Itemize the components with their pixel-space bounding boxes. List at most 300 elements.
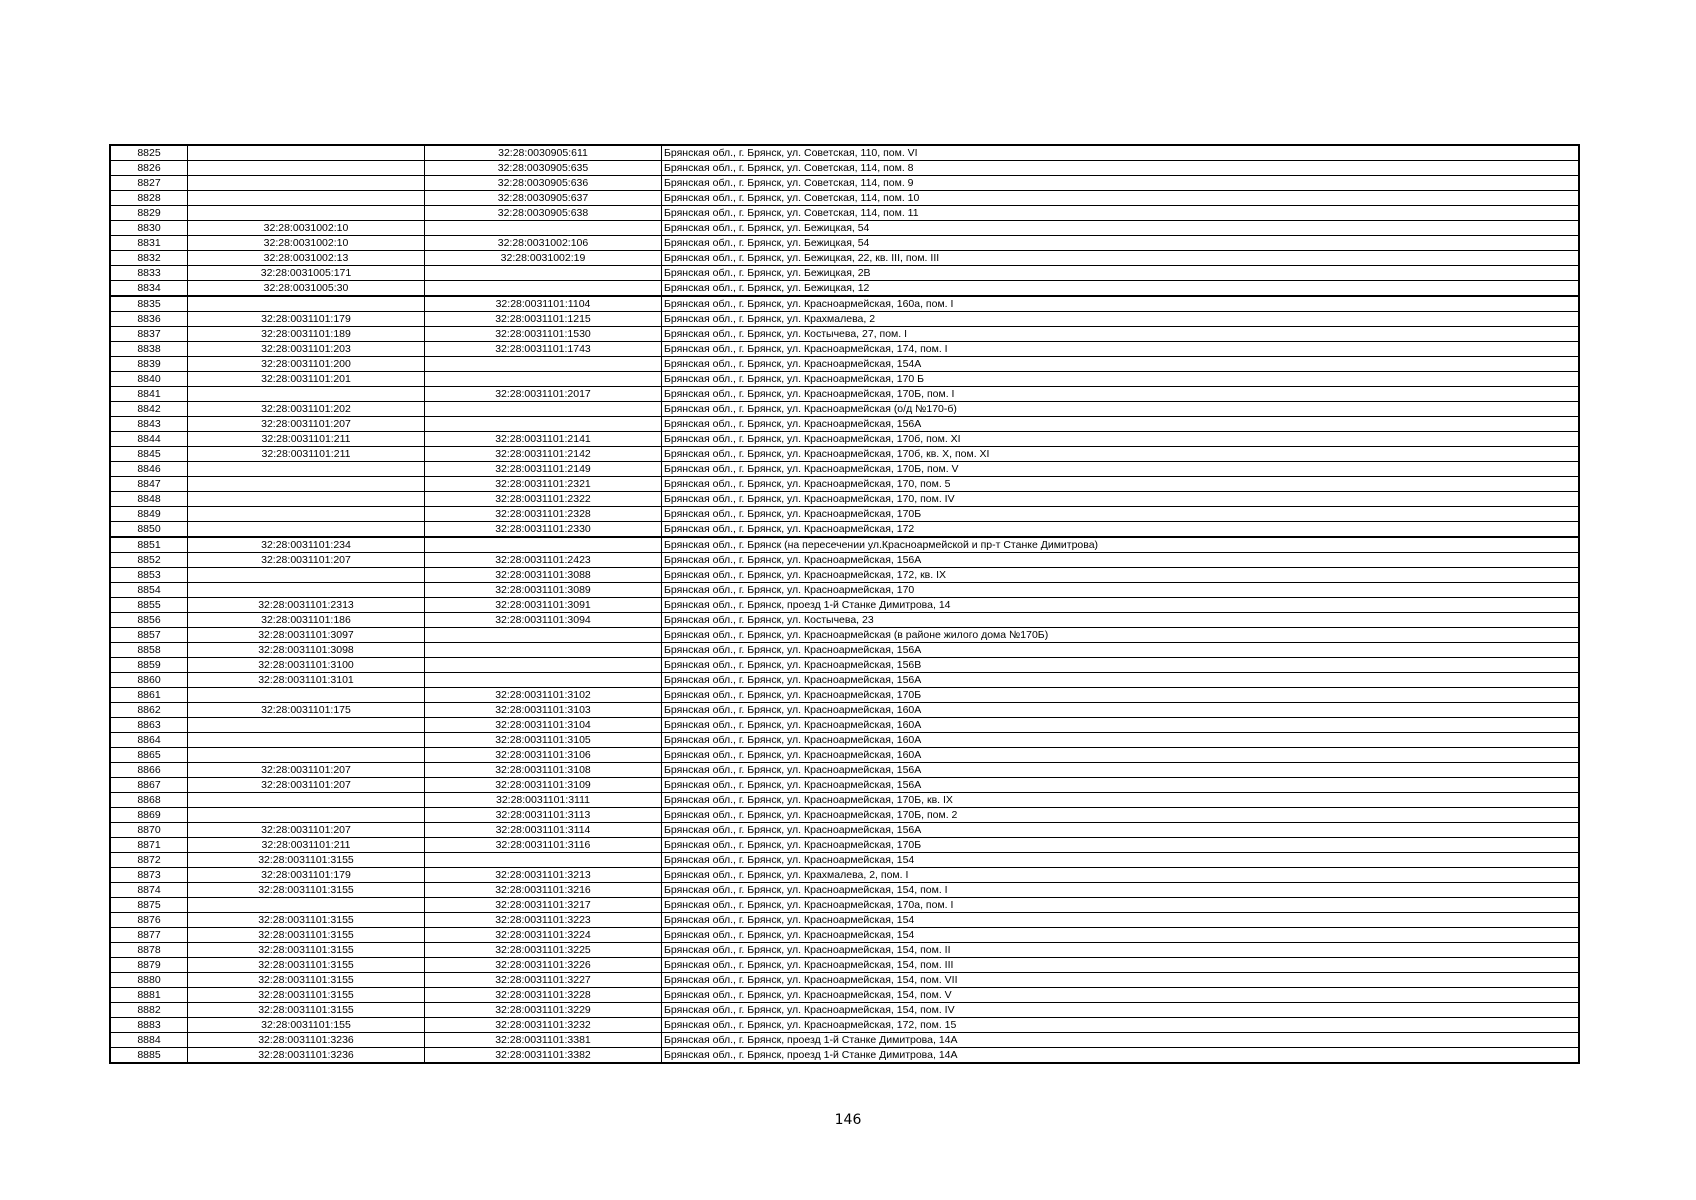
row-number-cell: 8839 — [110, 357, 188, 372]
address-cell: Брянская обл., г. Брянск, ул. Красноармейская, 170б, кв. X, пом. XI — [662, 447, 1580, 462]
object-number-cell: 32:28:0031101:2017 — [425, 387, 662, 402]
address-cell: Брянская обл., г. Брянск, проезд 1-й Станке Димитрова, 14А — [662, 1033, 1580, 1048]
parcel-number-cell: 32:28:0031101:201 — [188, 372, 425, 387]
table-row — [110, 191, 1579, 206]
parcel-number-cell: 32:28:0031101:207 — [188, 778, 425, 793]
parcel-number-cell: 32:28:0031101:207 — [188, 417, 425, 432]
table-row — [110, 838, 1579, 853]
object-number-cell: 32:28:0031101:3094 — [425, 613, 662, 628]
cadastral-table — [109, 144, 1580, 1064]
address-cell: Брянская обл., г. Брянск, ул. Красноармейская, 170, пом. IV — [662, 492, 1580, 507]
parcel-number-cell: 32:28:0031101:211 — [188, 447, 425, 462]
address-cell: Брянская обл., г. Брянск, ул. Красноармейская, 160А — [662, 718, 1580, 733]
row-number-cell: 8880 — [110, 973, 188, 988]
table-row — [110, 251, 1579, 266]
parcel-number-cell — [188, 522, 425, 538]
parcel-number-cell — [188, 583, 425, 598]
address-cell: Брянская обл., г. Брянск, ул. Красноармейская, 160А — [662, 733, 1580, 748]
object-number-cell — [425, 357, 662, 372]
parcel-number-cell: 32:28:0031101:202 — [188, 402, 425, 417]
object-number-cell: 32:28:0031101:1215 — [425, 312, 662, 327]
parcel-number-cell: 32:28:0031101:175 — [188, 703, 425, 718]
row-number-cell: 8856 — [110, 613, 188, 628]
parcel-number-cell — [188, 688, 425, 703]
row-number-cell: 8827 — [110, 176, 188, 191]
table-row — [110, 688, 1579, 703]
address-cell: Брянская обл., г. Брянск, ул. Красноармейская, 154, пом. V — [662, 988, 1580, 1003]
table-row — [110, 583, 1579, 598]
table-row — [110, 703, 1579, 718]
row-number-cell: 8829 — [110, 206, 188, 221]
row-number-cell: 8835 — [110, 296, 188, 312]
table-row — [110, 1048, 1579, 1064]
table-row — [110, 883, 1579, 898]
parcel-number-cell: 32:28:0031002:13 — [188, 251, 425, 266]
table-row — [110, 312, 1579, 327]
parcel-number-cell — [188, 477, 425, 492]
table-row — [110, 643, 1579, 658]
table-row — [110, 221, 1579, 236]
table-row — [110, 387, 1579, 402]
object-number-cell: 32:28:0031101:3116 — [425, 838, 662, 853]
row-number-cell: 8838 — [110, 342, 188, 357]
address-cell: Брянская обл., г. Брянск, ул. Красноармейская, 160А — [662, 748, 1580, 763]
table-row — [110, 432, 1579, 447]
address-cell: Брянская обл., г. Брянск, ул. Крахмалева, 2 — [662, 312, 1580, 327]
address-cell: Брянская обл., г. Брянск, ул. Красноармейская, 156А — [662, 823, 1580, 838]
address-cell: Брянская обл., г. Брянск, ул. Красноармейская, 156А — [662, 553, 1580, 568]
row-number-cell: 8833 — [110, 266, 188, 281]
parcel-number-cell: 32:28:0031101:211 — [188, 432, 425, 447]
parcel-number-cell — [188, 145, 425, 161]
table-row — [110, 718, 1579, 733]
parcel-number-cell — [188, 748, 425, 763]
object-number-cell: 32:28:0031101:2328 — [425, 507, 662, 522]
table-row — [110, 628, 1579, 643]
object-number-cell — [425, 853, 662, 868]
row-number-cell: 8864 — [110, 733, 188, 748]
row-number-cell: 8834 — [110, 281, 188, 297]
address-cell: Брянская обл., г. Брянск, ул. Костычева, 23 — [662, 613, 1580, 628]
parcel-number-cell: 32:28:0031101:3098 — [188, 643, 425, 658]
address-cell: Брянская обл., г. Брянск, ул. Советская, 114, пом. 11 — [662, 206, 1580, 221]
address-cell: Брянская обл., г. Брянск, ул. Красноармейская, 156А — [662, 778, 1580, 793]
table-row — [110, 477, 1579, 492]
table-row — [110, 296, 1579, 312]
row-number-cell: 8858 — [110, 643, 188, 658]
object-number-cell: 32:28:0031101:3213 — [425, 868, 662, 883]
object-number-cell: 32:28:0031101:3106 — [425, 748, 662, 763]
table-row — [110, 372, 1579, 387]
row-number-cell: 8847 — [110, 477, 188, 492]
row-number-cell: 8862 — [110, 703, 188, 718]
row-number-cell: 8850 — [110, 522, 188, 538]
address-cell: Брянская обл., г. Брянск, ул. Красноармейская, 154, пом. II — [662, 943, 1580, 958]
row-number-cell: 8831 — [110, 236, 188, 251]
object-number-cell: 32:28:0031002:19 — [425, 251, 662, 266]
object-number-cell: 32:28:0030905:638 — [425, 206, 662, 221]
object-number-cell: 32:28:0031101:1530 — [425, 327, 662, 342]
row-number-cell: 8826 — [110, 161, 188, 176]
row-number-cell: 8851 — [110, 537, 188, 553]
row-number-cell: 8865 — [110, 748, 188, 763]
address-cell: Брянская обл., г. Брянск, ул. Красноармейская, 172 — [662, 522, 1580, 538]
row-number-cell: 8840 — [110, 372, 188, 387]
parcel-number-cell: 32:28:0031101:186 — [188, 613, 425, 628]
parcel-number-cell: 32:28:0031101:3155 — [188, 973, 425, 988]
address-cell: Брянская обл., г. Брянск, ул. Красноармейская, 172, пом. 15 — [662, 1018, 1580, 1033]
parcel-number-cell: 32:28:0031005:30 — [188, 281, 425, 297]
object-number-cell: 32:28:0031101:2141 — [425, 432, 662, 447]
table-row — [110, 673, 1579, 688]
parcel-number-cell: 32:28:0031101:207 — [188, 553, 425, 568]
address-cell: Брянская обл., г. Брянск, ул. Красноармейская, 170Б — [662, 688, 1580, 703]
parcel-number-cell: 32:28:0031101:3155 — [188, 913, 425, 928]
row-number-cell: 8852 — [110, 553, 188, 568]
parcel-number-cell: 32:28:0031101:207 — [188, 823, 425, 838]
address-cell: Брянская обл., г. Брянск, ул. Красноармейская, 156В — [662, 658, 1580, 673]
parcel-number-cell: 32:28:0031101:3155 — [188, 943, 425, 958]
object-number-cell — [425, 628, 662, 643]
object-number-cell: 32:28:0031101:2423 — [425, 553, 662, 568]
address-cell: Брянская обл., г. Брянск, ул. Красноармейская, 170Б, пом. I — [662, 387, 1580, 402]
row-number-cell: 8875 — [110, 898, 188, 913]
row-number-cell: 8885 — [110, 1048, 188, 1064]
parcel-number-cell: 32:28:0031101:3236 — [188, 1048, 425, 1064]
row-number-cell: 8883 — [110, 1018, 188, 1033]
address-cell: Брянская обл., г. Брянск, ул. Бежицкая, 22, кв. III, пом. III — [662, 251, 1580, 266]
object-number-cell — [425, 266, 662, 281]
table-row — [110, 281, 1579, 297]
address-cell: Брянская обл., г. Брянск, проезд 1-й Станке Димитрова, 14 — [662, 598, 1580, 613]
table-row — [110, 553, 1579, 568]
object-number-cell: 32:28:0031101:3105 — [425, 733, 662, 748]
row-number-cell: 8828 — [110, 191, 188, 206]
table-row — [110, 913, 1579, 928]
row-number-cell: 8842 — [110, 402, 188, 417]
object-number-cell: 32:28:0031101:2322 — [425, 492, 662, 507]
address-cell: Брянская обл., г. Брянск, ул. Красноармейская, 174, пом. I — [662, 342, 1580, 357]
row-number-cell: 8849 — [110, 507, 188, 522]
address-cell: Брянская обл., г. Брянск, проезд 1-й Станке Димитрова, 14А — [662, 1048, 1580, 1064]
object-number-cell: 32:28:0031101:3229 — [425, 1003, 662, 1018]
address-cell: Брянская обл., г. Брянск, ул. Советская, 114, пом. 9 — [662, 176, 1580, 191]
address-cell: Брянская обл., г. Брянск (на пересечении ул.Красноармейской и пр-т Станке Димитрова) — [662, 537, 1580, 553]
address-cell: Брянская обл., г. Брянск, ул. Красноармейская (в районе жилого дома №170Б) — [662, 628, 1580, 643]
table-row — [110, 266, 1579, 281]
table-row — [110, 598, 1579, 613]
parcel-number-cell — [188, 462, 425, 477]
row-number-cell: 8853 — [110, 568, 188, 583]
parcel-number-cell — [188, 387, 425, 402]
table-row — [110, 778, 1579, 793]
address-cell: Брянская обл., г. Брянск, ул. Советская, 110, пом. VI — [662, 145, 1580, 161]
object-number-cell: 32:28:0031002:106 — [425, 236, 662, 251]
table-row — [110, 823, 1579, 838]
row-number-cell: 8855 — [110, 598, 188, 613]
object-number-cell: 32:28:0031101:3382 — [425, 1048, 662, 1064]
parcel-number-cell: 32:28:0031101:3155 — [188, 958, 425, 973]
table-row — [110, 748, 1579, 763]
address-cell: Брянская обл., г. Брянск, ул. Красноармейская, 170Б, пом. 2 — [662, 808, 1580, 823]
object-number-cell: 32:28:0031101:3217 — [425, 898, 662, 913]
row-number-cell: 8846 — [110, 462, 188, 477]
parcel-number-cell: 32:28:0031101:3155 — [188, 883, 425, 898]
table-row — [110, 447, 1579, 462]
row-number-cell: 8878 — [110, 943, 188, 958]
row-number-cell: 8866 — [110, 763, 188, 778]
parcel-number-cell: 32:28:0031101:179 — [188, 312, 425, 327]
parcel-number-cell: 32:28:0031101:3155 — [188, 1003, 425, 1018]
table-row — [110, 898, 1579, 913]
row-number-cell: 8845 — [110, 447, 188, 462]
address-cell: Брянская обл., г. Брянск, ул. Красноармейская, 154, пом. I — [662, 883, 1580, 898]
parcel-number-cell — [188, 492, 425, 507]
row-number-cell: 8870 — [110, 823, 188, 838]
address-cell: Брянская обл., г. Брянск, ул. Красноармейская, 154 — [662, 853, 1580, 868]
row-number-cell: 8868 — [110, 793, 188, 808]
address-cell: Брянская обл., г. Брянск, ул. Красноармейская, 170б, пом. XI — [662, 432, 1580, 447]
address-cell: Брянская обл., г. Брянск, ул. Красноармейская, 170, пом. 5 — [662, 477, 1580, 492]
parcel-number-cell — [188, 898, 425, 913]
row-number-cell: 8836 — [110, 312, 188, 327]
row-number-cell: 8881 — [110, 988, 188, 1003]
address-cell: Брянская обл., г. Брянск, ул. Советская, 114, пом. 8 — [662, 161, 1580, 176]
address-cell: Брянская обл., г. Брянск, ул. Красноармейская, 154, пом. III — [662, 958, 1580, 973]
parcel-number-cell: 32:28:0031101:3155 — [188, 853, 425, 868]
object-number-cell: 32:28:0031101:2321 — [425, 477, 662, 492]
table-row — [110, 943, 1579, 958]
row-number-cell: 8882 — [110, 1003, 188, 1018]
parcel-number-cell — [188, 176, 425, 191]
parcel-number-cell: 32:28:0031101:2313 — [188, 598, 425, 613]
object-number-cell: 32:28:0031101:3108 — [425, 763, 662, 778]
address-cell: Брянская обл., г. Брянск, ул. Красноармейская, 156А — [662, 763, 1580, 778]
object-number-cell: 32:28:0031101:3224 — [425, 928, 662, 943]
object-number-cell: 32:28:0031101:3089 — [425, 583, 662, 598]
parcel-number-cell: 32:28:0031101:3097 — [188, 628, 425, 643]
object-number-cell: 32:28:0031101:3102 — [425, 688, 662, 703]
address-cell: Брянская обл., г. Брянск, ул. Бежицкая, 2В — [662, 266, 1580, 281]
object-number-cell: 32:28:0031101:3111 — [425, 793, 662, 808]
address-cell: Брянская обл., г. Брянск, ул. Красноармейская, 154 — [662, 913, 1580, 928]
object-number-cell — [425, 402, 662, 417]
table-row — [110, 357, 1579, 372]
object-number-cell: 32:28:0031101:3103 — [425, 703, 662, 718]
object-number-cell: 32:28:0031101:3225 — [425, 943, 662, 958]
row-number-cell: 8876 — [110, 913, 188, 928]
row-number-cell: 8860 — [110, 673, 188, 688]
table-row — [110, 658, 1579, 673]
object-number-cell: 32:28:0031101:3226 — [425, 958, 662, 973]
table-row — [110, 236, 1579, 251]
object-number-cell — [425, 417, 662, 432]
object-number-cell: 32:28:0031101:3227 — [425, 973, 662, 988]
address-cell: Брянская обл., г. Брянск, ул. Красноармейская, 156А — [662, 673, 1580, 688]
address-cell: Брянская обл., г. Брянск, ул. Бежицкая, 54 — [662, 221, 1580, 236]
parcel-number-cell — [188, 568, 425, 583]
row-number-cell: 8879 — [110, 958, 188, 973]
table-row — [110, 417, 1579, 432]
parcel-number-cell: 32:28:0031002:10 — [188, 236, 425, 251]
parcel-number-cell — [188, 733, 425, 748]
parcel-number-cell — [188, 793, 425, 808]
row-number-cell: 8874 — [110, 883, 188, 898]
row-number-cell: 8830 — [110, 221, 188, 236]
table-row — [110, 733, 1579, 748]
object-number-cell: 32:28:0031101:3114 — [425, 823, 662, 838]
parcel-number-cell — [188, 206, 425, 221]
object-number-cell: 32:28:0031101:3223 — [425, 913, 662, 928]
row-number-cell: 8869 — [110, 808, 188, 823]
table-row — [110, 1018, 1579, 1033]
parcel-number-cell — [188, 191, 425, 206]
table-row — [110, 568, 1579, 583]
row-number-cell: 8863 — [110, 718, 188, 733]
table-row — [110, 402, 1579, 417]
table-row — [110, 988, 1579, 1003]
table-row — [110, 928, 1579, 943]
object-number-cell: 32:28:0031101:3104 — [425, 718, 662, 733]
object-number-cell — [425, 658, 662, 673]
address-cell: Брянская обл., г. Брянск, ул. Красноармейская, 170 — [662, 583, 1580, 598]
address-cell: Брянская обл., г. Брянск, ул. Красноармейская, 156А — [662, 643, 1580, 658]
address-cell: Брянская обл., г. Брянск, ул. Красноармейская (о/д №170-б) — [662, 402, 1580, 417]
table-row — [110, 522, 1579, 538]
address-cell: Брянская обл., г. Брянск, ул. Красноармейская, 154, пом. VII — [662, 973, 1580, 988]
table-row — [110, 1003, 1579, 1018]
row-number-cell: 8871 — [110, 838, 188, 853]
parcel-number-cell: 32:28:0031101:3101 — [188, 673, 425, 688]
parcel-number-cell: 32:28:0031101:3100 — [188, 658, 425, 673]
object-number-cell: 32:28:0031101:3109 — [425, 778, 662, 793]
object-number-cell — [425, 281, 662, 297]
object-number-cell: 32:28:0030905:637 — [425, 191, 662, 206]
table-row — [110, 507, 1579, 522]
object-number-cell — [425, 372, 662, 387]
parcel-number-cell: 32:28:0031101:3155 — [188, 928, 425, 943]
object-number-cell: 32:28:0031101:3381 — [425, 1033, 662, 1048]
table-row — [110, 537, 1579, 553]
address-cell: Брянская обл., г. Брянск, ул. Красноармейская, 154 — [662, 928, 1580, 943]
address-cell: Брянская обл., г. Брянск, ул. Красноармейская, 172, кв. IX — [662, 568, 1580, 583]
table-row — [110, 176, 1579, 191]
object-number-cell: 32:28:0031101:1104 — [425, 296, 662, 312]
row-number-cell: 8859 — [110, 658, 188, 673]
parcel-number-cell — [188, 296, 425, 312]
table-row — [110, 613, 1579, 628]
object-number-cell — [425, 673, 662, 688]
object-number-cell — [425, 643, 662, 658]
parcel-number-cell: 32:28:0031101:3155 — [188, 988, 425, 1003]
address-cell: Брянская обл., г. Брянск, ул. Красноармейская, 170 Б — [662, 372, 1580, 387]
object-number-cell: 32:28:0031101:2142 — [425, 447, 662, 462]
table-row — [110, 853, 1579, 868]
table-row — [110, 342, 1579, 357]
parcel-number-cell: 32:28:0031101:211 — [188, 838, 425, 853]
page-number: 146 — [834, 1112, 862, 1128]
table-row — [110, 958, 1579, 973]
table-row — [110, 206, 1579, 221]
row-number-cell: 8844 — [110, 432, 188, 447]
address-cell: Брянская обл., г. Брянск, ул. Красноармейская, 170Б, кв. IX — [662, 793, 1580, 808]
row-number-cell: 8832 — [110, 251, 188, 266]
object-number-cell: 32:28:0031101:3088 — [425, 568, 662, 583]
row-number-cell: 8841 — [110, 387, 188, 402]
object-number-cell: 32:28:0031101:3113 — [425, 808, 662, 823]
table-row — [110, 793, 1579, 808]
object-number-cell: 32:28:0031101:2330 — [425, 522, 662, 538]
table-row — [110, 763, 1579, 778]
row-number-cell: 8837 — [110, 327, 188, 342]
row-number-cell: 8873 — [110, 868, 188, 883]
object-number-cell — [425, 537, 662, 553]
address-cell: Брянская обл., г. Брянск, ул. Красноармейская, 170Б — [662, 838, 1580, 853]
table-row — [110, 868, 1579, 883]
object-number-cell: 32:28:0031101:3216 — [425, 883, 662, 898]
address-cell: Брянская обл., г. Брянск, ул. Костычева, 27, пом. I — [662, 327, 1580, 342]
table-row — [110, 1033, 1579, 1048]
table-row — [110, 327, 1579, 342]
parcel-number-cell — [188, 718, 425, 733]
object-number-cell: 32:28:0031101:3228 — [425, 988, 662, 1003]
row-number-cell: 8825 — [110, 145, 188, 161]
parcel-number-cell: 32:28:0031101:234 — [188, 537, 425, 553]
table-row — [110, 808, 1579, 823]
address-cell: Брянская обл., г. Брянск, ул. Красноармейская, 154, пом. IV — [662, 1003, 1580, 1018]
parcel-number-cell — [188, 507, 425, 522]
parcel-number-cell: 32:28:0031101:3236 — [188, 1033, 425, 1048]
object-number-cell: 32:28:0031101:3091 — [425, 598, 662, 613]
table-row — [110, 462, 1579, 477]
address-cell: Брянская обл., г. Брянск, ул. Красноармейская, 170Б — [662, 507, 1580, 522]
row-number-cell: 8843 — [110, 417, 188, 432]
address-cell: Брянская обл., г. Брянск, ул. Красноармейская, 170а, пом. I — [662, 898, 1580, 913]
object-number-cell: 32:28:0031101:1743 — [425, 342, 662, 357]
parcel-number-cell: 32:28:0031101:189 — [188, 327, 425, 342]
address-cell: Брянская обл., г. Брянск, ул. Красноармейская, 160а, пом. I — [662, 296, 1580, 312]
object-number-cell: 32:28:0031101:3232 — [425, 1018, 662, 1033]
row-number-cell: 8877 — [110, 928, 188, 943]
row-number-cell: 8872 — [110, 853, 188, 868]
object-number-cell: 32:28:0030905:636 — [425, 176, 662, 191]
address-cell: Брянская обл., г. Брянск, ул. Красноармейская, 170Б, пом. V — [662, 462, 1580, 477]
parcel-number-cell: 32:28:0031101:203 — [188, 342, 425, 357]
table-row — [110, 973, 1579, 988]
address-cell: Брянская обл., г. Брянск, ул. Красноармейская, 160А — [662, 703, 1580, 718]
row-number-cell: 8884 — [110, 1033, 188, 1048]
parcel-number-cell: 32:28:0031101:179 — [188, 868, 425, 883]
table-row — [110, 161, 1579, 176]
table-row — [110, 145, 1579, 161]
parcel-number-cell: 32:28:0031002:10 — [188, 221, 425, 236]
row-number-cell: 8854 — [110, 583, 188, 598]
address-cell: Брянская обл., г. Брянск, ул. Бежицкая, 54 — [662, 236, 1580, 251]
address-cell: Брянская обл., г. Брянск, ул. Крахмалева, 2, пом. I — [662, 868, 1580, 883]
row-number-cell: 8857 — [110, 628, 188, 643]
row-number-cell: 8861 — [110, 688, 188, 703]
object-number-cell: 32:28:0030905:611 — [425, 145, 662, 161]
parcel-number-cell: 32:28:0031101:207 — [188, 763, 425, 778]
parcel-number-cell — [188, 161, 425, 176]
parcel-number-cell: 32:28:0031101:155 — [188, 1018, 425, 1033]
row-number-cell: 8848 — [110, 492, 188, 507]
address-cell: Брянская обл., г. Брянск, ул. Красноармейская, 154А — [662, 357, 1580, 372]
object-number-cell — [425, 221, 662, 236]
row-number-cell: 8867 — [110, 778, 188, 793]
parcel-number-cell — [188, 808, 425, 823]
object-number-cell: 32:28:0031101:2149 — [425, 462, 662, 477]
